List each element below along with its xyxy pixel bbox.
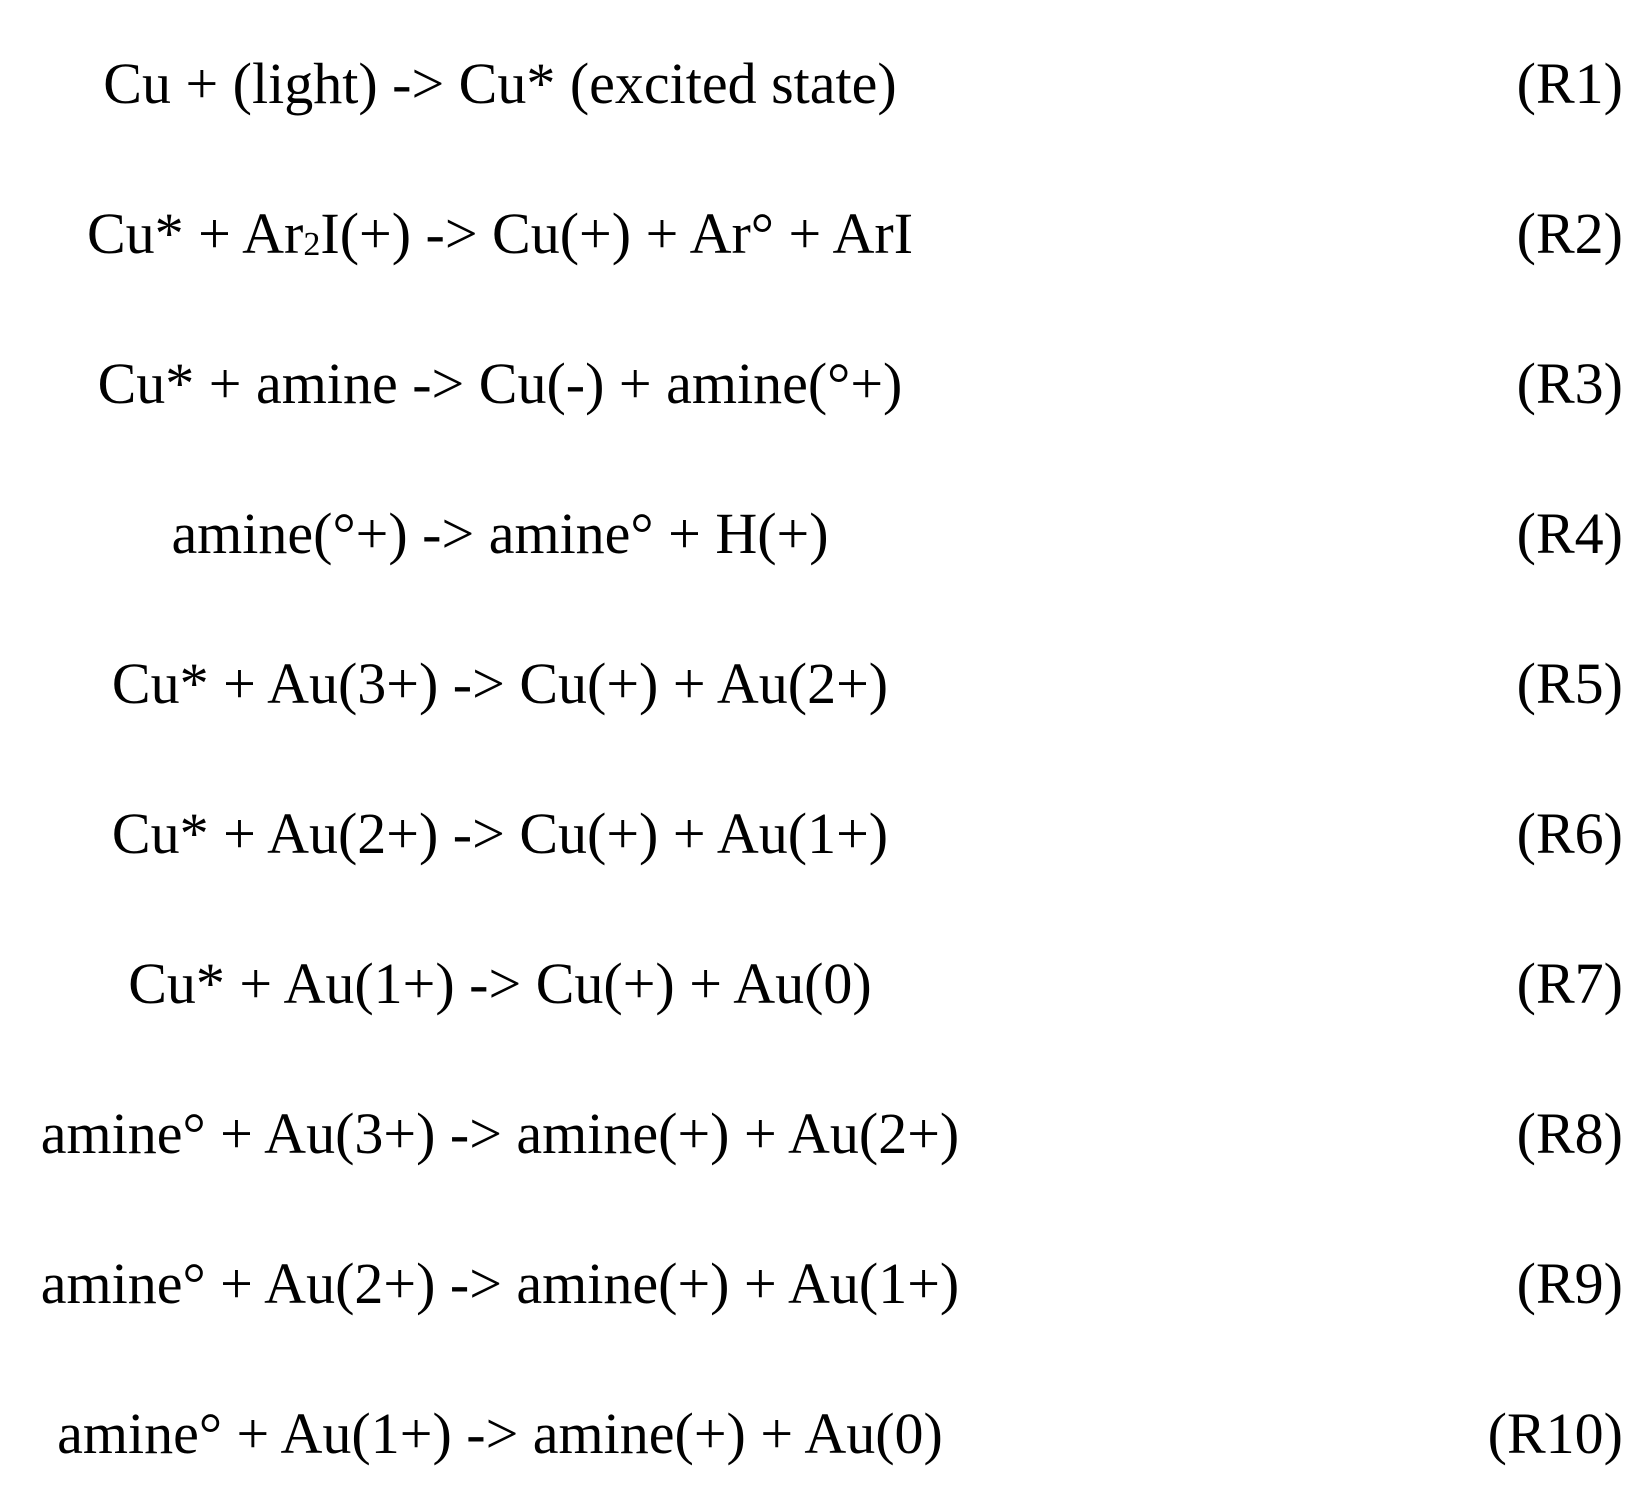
reaction-row-r10	[0, 1374, 1635, 1494]
reaction-number: (R8)	[1516, 1101, 1623, 1166]
reaction-equation	[0, 174, 1000, 305]
reaction-equation: Cu + (light) -> Cu* (excited state)	[103, 51, 897, 116]
reaction-row-r3	[0, 324, 1635, 444]
reaction-equation: Cu* + amine -> Cu(-) + amine(°+)	[97, 351, 903, 416]
subscript: 2	[303, 226, 321, 263]
reaction-row-r2	[0, 174, 1635, 294]
reaction-number: (R2)	[1516, 201, 1623, 266]
reaction-row-r6	[0, 774, 1635, 894]
reaction-equation: Cu* + Au(3+) -> Cu(+) + Au(2+)	[111, 651, 889, 716]
reaction-row-r1	[0, 24, 1635, 144]
reaction-equation: amine° + Au(3+) -> amine(+) + Au(2+)	[40, 1101, 960, 1166]
reaction-equation: Cu* + Au(1+) -> Cu(+) + Au(0)	[128, 951, 872, 1016]
reaction-row-r9	[0, 1224, 1635, 1344]
reaction-number: (R7)	[1516, 951, 1623, 1016]
reaction-number: (R9)	[1516, 1251, 1623, 1316]
reaction-number: (R4)	[1516, 501, 1623, 566]
reaction-number: (R5)	[1516, 651, 1623, 716]
reaction-equation: amine° + Au(1+) -> amine(+) + Au(0)	[57, 1401, 943, 1466]
reaction-number: (R1)	[1516, 51, 1623, 116]
reaction-number: (R10)	[1487, 1401, 1623, 1466]
reaction-equation: amine° + Au(2+) -> amine(+) + Au(1+)	[40, 1251, 960, 1316]
reaction-number: (R3)	[1516, 351, 1623, 416]
reaction-row-r8	[0, 1074, 1635, 1194]
reaction-row-r7	[0, 924, 1635, 1044]
reaction-equation: Cu* + Au(2+) -> Cu(+) + Au(1+)	[111, 801, 889, 866]
reaction-number: (R6)	[1516, 801, 1623, 866]
reaction-row-r4	[0, 474, 1635, 594]
equation-part: I(+) -> Cu(+) + Ar° + ArI	[320, 201, 914, 266]
equation-part: Cu* + Ar	[86, 201, 304, 266]
reaction-row-r5	[0, 624, 1635, 744]
reaction-equation: amine(°+) -> amine° + H(+)	[171, 501, 829, 566]
